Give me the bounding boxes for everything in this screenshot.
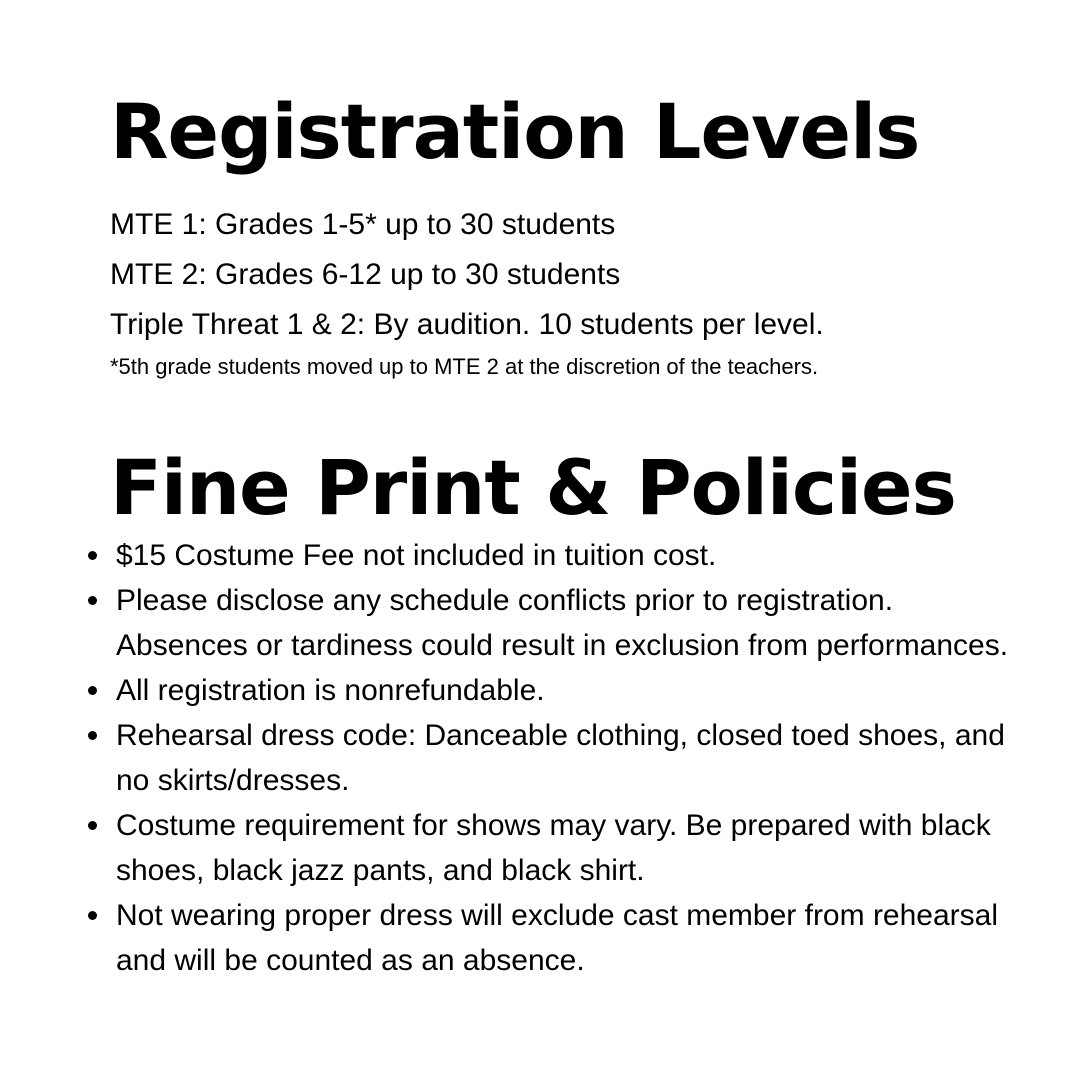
- level-mte-2: MTE 2: Grades 6-12 up to 30 students: [110, 258, 621, 291]
- policy-item-costume-fee: [116, 533, 1016, 578]
- fine-print-heading: Fine Print & Policies: [110, 443, 956, 532]
- bullet-icon: [88, 686, 97, 695]
- bullet-icon: [88, 596, 97, 605]
- policy-text: $15 Costume Fee not included in tuition cost.: [116, 539, 717, 572]
- policy-item-nonrefundable: [116, 668, 1016, 713]
- bullet-icon: [88, 821, 97, 830]
- policy-text: All registration is nonrefundable.: [116, 674, 545, 707]
- policies-list: [116, 533, 1016, 983]
- level-mte-1: MTE 1: Grades 1-5* up to 30 students: [110, 208, 616, 241]
- policy-item-schedule-conflicts: [116, 578, 1016, 668]
- bullet-icon: [88, 731, 97, 740]
- level-triple-threat: Triple Threat 1 & 2: By audition. 10 students per level.: [110, 308, 824, 341]
- bullet-icon: [88, 551, 97, 560]
- policy-item-proper-dress: [116, 893, 1016, 983]
- registration-footnote: *5th grade students moved up to MTE 2 at the discretion of the teachers.: [110, 354, 819, 379]
- policy-text: Rehearsal dress code: Danceable clothing, closed toed shoes, and no skirts/dresses.: [116, 719, 1005, 797]
- registration-levels-heading: Registration Levels: [110, 87, 920, 176]
- policy-item-costume-requirement: [116, 803, 1016, 893]
- policy-text: Please disclose any schedule conflicts prior to registration. Absences or tardiness could result in exclusion from performances.: [116, 584, 1009, 662]
- policy-text: Costume requirement for shows may vary. Be prepared with black shoes, black jazz pants, and black shirt.: [116, 809, 991, 887]
- bullet-icon: [88, 911, 97, 920]
- registration-levels-list: [110, 200, 824, 350]
- policy-text: Not wearing proper dress will exclude cast member from rehearsal and will be counted as an absence.: [116, 899, 999, 977]
- policy-item-dress-code: [116, 713, 1016, 803]
